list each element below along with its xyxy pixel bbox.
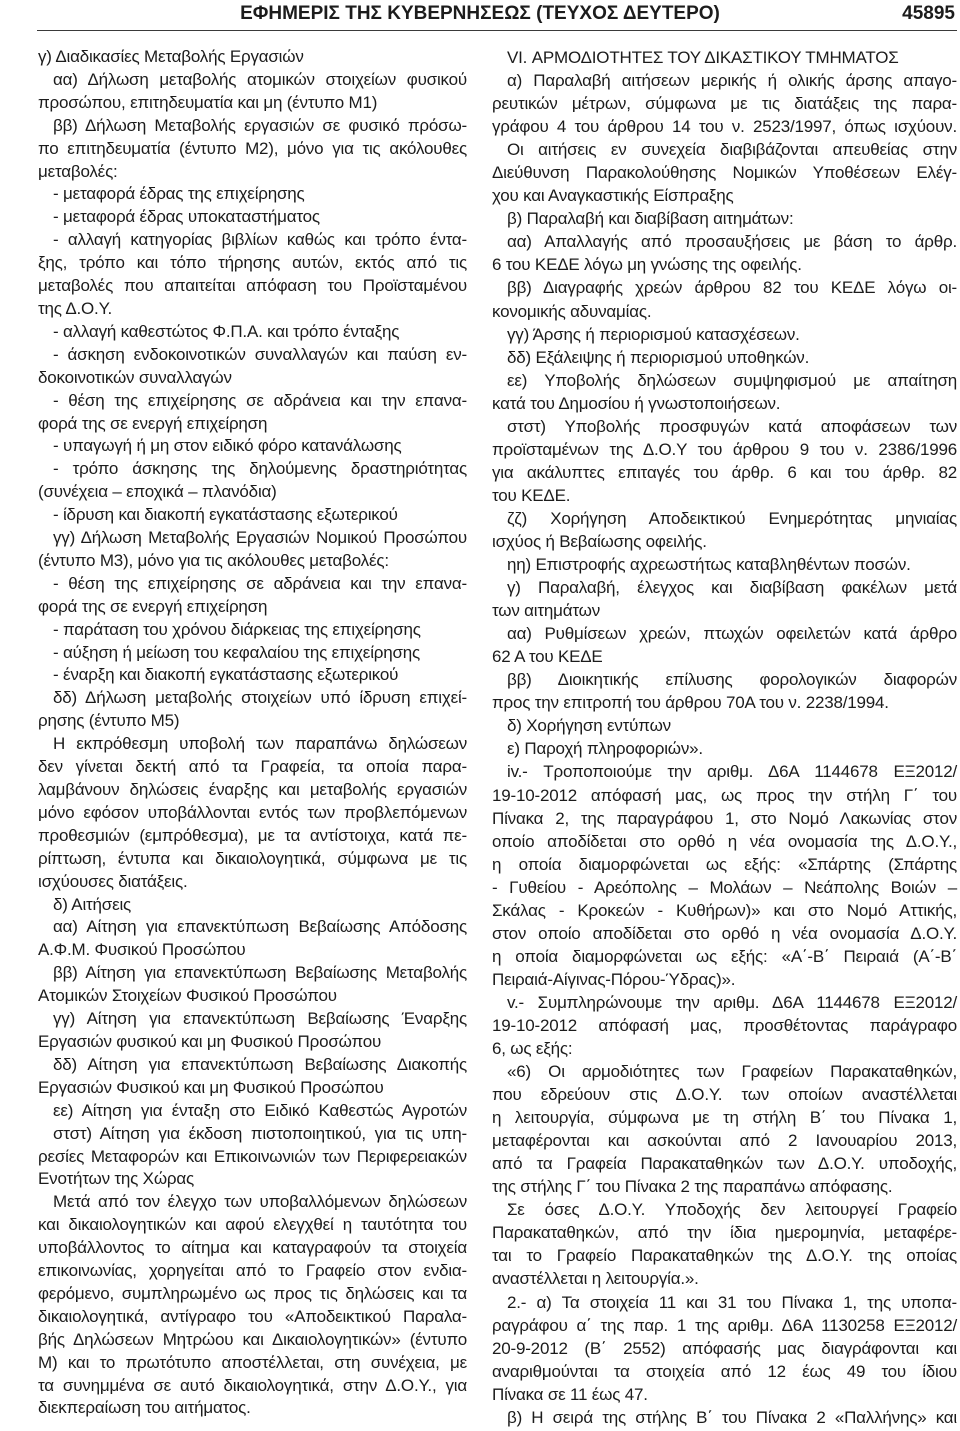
text-line: 62 Α του ΚΕΔΕ: [492, 647, 603, 667]
text-line: Σκάλας - Κροκεών - Κυθήρων)» και στο Νομό Αττικής,: [492, 900, 957, 920]
text-line: η οποία διαμορφώνεται ως εξής: «Σπάρτης (Σπάρτης: [492, 854, 957, 874]
text-line: φορά της σε ενεργή επιχείρηση: [38, 596, 268, 616]
text-line: ββ) Διοικητικής επίλυσης φορολογικών διαφορών: [507, 670, 957, 690]
text-line: Εργασιών φυσικού και μη Φυσικού Προσώπου: [38, 1031, 382, 1051]
text-line: Μετά από τον έλεγχο των υποβαλλόμενων δηλώσεων: [53, 1192, 467, 1212]
text-line: που εδρεύουν στις Δ.Ο.Υ. των οποίων αναστέλλεται: [492, 1085, 957, 1105]
text-line: ισχύος ή Βεβαίωσης οφειλής.: [492, 531, 707, 551]
text-line: δικαιολογητικά, αντίγραφο του «Αποδεικτικού Παραλα-: [38, 1306, 467, 1326]
text-line: ββ) Αίτηση για επανεκτύπωση Βεβαίωσης Μεταβολής: [53, 963, 467, 983]
text-line: ζζ) Χορήγηση Αποδεικτικού Ενημερότητας μηνιαίας: [507, 508, 957, 528]
text-line: μεταβολές που απαιτείται απόφαση του Προϊσταμένου: [38, 276, 467, 296]
text-line: ται το Γραφείο Παρακαταθηκών της Δ.Ο.Υ. της οποίας: [492, 1246, 957, 1266]
text-line: v.- Συμπληρώνουμε την αριθμ. Δ6Α 1144678 ΕΞ2012/: [507, 992, 957, 1012]
text-line: Η εκπρόθεσμη υποβολή των παραπάνω δηλώσεων: [53, 734, 467, 754]
text-line: βής Δηλώσεων Μητρώου και Δικαιολογητικών» (έντυπο: [38, 1329, 467, 1349]
text-line: Πειραιά-Αίγινας-Πόρου-Ύδρας)».: [492, 969, 736, 989]
text-line: Μ) και το πρωτότυπο αποστέλλεται, στη συνέχεια, με: [38, 1352, 467, 1372]
text-line: ρησης (έντυπο Μ5): [38, 711, 180, 731]
text-line: χου και Αναγκαστικής Είσπραξης: [492, 186, 734, 206]
text-line: Εργασιών Φυσικού και μη Φυσικού Προσώπου: [38, 1077, 384, 1097]
text-line: στον οποίο αποδίδεται στο ορθό η νέα ονομασία Δ.Ο.Υ.: [492, 923, 957, 943]
text-line: - άσκηση ενδοκοινοτικών συναλλαγών και παύση εν-: [53, 344, 467, 364]
right-column: [492, 46, 957, 1429]
text-line: φερόμενο, συμπληρωμένο ως προς τις δηλώσεις και τα: [38, 1283, 467, 1303]
text-line: λαμβάνουν δηλώσεις έναρξης και μεταβολής εργασιών: [38, 780, 467, 799]
text-line: η οποία διαμορφώνεται ως εξής: «Α΄-Β΄ Πειραιά (Α΄-Β΄: [492, 946, 957, 966]
text-line: τα συνημμένα σε αυτό δικαιολογητικά, στην Δ.Ο.Υ., για: [38, 1375, 467, 1395]
text-line: κονομικής αδυναμίας.: [492, 301, 652, 321]
text-line: στστ) Αίτηση για έκδοση πιστοποιητικού, για τις υπη-: [53, 1123, 467, 1143]
text-line: (έντυπο Μ3), μόνο για τις ακόλουθες μεταβολές:: [38, 550, 389, 570]
text-line: - αλλαγή καθεστώτος Φ.Π.Α. και τρόπο ένταξης: [53, 321, 400, 341]
text-line: γγ) Δήλωση Μεταβολής Εργασιών Νομικού Προσώπου: [53, 528, 467, 548]
text-line: Α.Φ.Μ. Φυσικού Προσώπου: [38, 940, 246, 960]
text-line: ξης, τρόπο και τόπο τήρησης αυτών, εκτός από τις: [38, 253, 467, 273]
text-line: γ) Διαδικασίες Μεταβολής Εργασιών: [38, 47, 304, 66]
text-line: δεν γίνεται δεκτή από τα Γραφεία, τα οποία παρα-: [38, 757, 467, 777]
text-line: 20-9-2012 (Β΄ 2552) απόφασής μας διαγράφονται και: [492, 1338, 957, 1358]
text-line: ρίπτωση, έντυπα και δικαιολογητικά, σύμφωνα με τις: [38, 848, 467, 868]
text-line: β) Η σειρά της στήλης Β΄ του Πίνακα 2 «Παλλήνης» και: [507, 1407, 957, 1427]
left-column: [38, 46, 467, 1420]
text-line: υποβάλλοντος το αίτημα και καταγραφούν τα στοιχεία: [38, 1238, 467, 1258]
text-line: της Δ.Ο.Υ.: [38, 298, 113, 318]
text-line: του ΚΕΔΕ.: [492, 485, 571, 505]
text-line: ηη) Επιστροφής αχρεωστήτως καταβληθέντων ποσών.: [507, 555, 911, 575]
text-line: μεταβολές:: [38, 161, 118, 181]
text-line: 19-10-2012 απόφασή μας, ως προς την στήλη Γ΄ του: [492, 785, 957, 805]
text-line: γγ) Άρσης ή περιορισμού κατασχέσεων.: [507, 324, 800, 344]
text-line: μεταφέρονται και ασκούνται από 2 Ιανουαρίου 2013,: [492, 1131, 957, 1151]
text-line: - έναρξη και διακοπή εγκατάστασης εξωτερικού: [53, 665, 399, 685]
text-line: ε) Παροχή πληροφοριών».: [507, 739, 703, 759]
text-line: δοκοινοτικών συναλλαγών: [38, 367, 232, 387]
text-line: Ενοτήτων της Χώρας: [38, 1169, 194, 1189]
text-line: - αλλαγή κατηγορίας βιβλίων καθώς και τρόπο έντα-: [53, 230, 467, 250]
text-line: δ) Αιτήσεις: [53, 894, 132, 914]
text-line: - ίδρυση και διακοπή εγκατάστασης εξωτερικού: [53, 505, 398, 525]
section-heading: VI. ΑΡΜΟΔΙΟΤΗΤΕΣ ΤΟΥ ΔΙΚΑΣΤΙΚΟΥ ΤΜΗΜΑΤΟΣ: [507, 48, 899, 67]
text-line: αα) Δήλωση μεταβολής ατομικών στοιχείων φυσικού: [53, 69, 467, 89]
text-line: μόνο εφόσον υποβάλλονται εντός των προβλεπόμενων: [38, 802, 467, 822]
text-line: δδ) Αίτηση για επανεκτύπωση Βεβαίωσης Διακοπής: [53, 1054, 467, 1074]
text-line: οποίο αποδίδεται στο ορθό η νέα ονομασία της Δ.Ο.Υ.,: [492, 831, 957, 851]
text-line: προϊσταμένων της Δ.Ο.Υ του άρθρου 9 του ν. 2386/1996: [492, 439, 957, 459]
text-line: Παρακαταθηκών, από την ίδια ημερομηνία, μεταφέρε-: [492, 1223, 957, 1243]
text-line: στστ) Υποβολής προσφυγών κατά αποφάσεων των: [507, 416, 957, 436]
text-line: - αύξηση ή μείωση του κεφαλαίου της επιχείρησης: [53, 642, 421, 662]
text-line: η λειτουργία, σύμφωνα με τη στήλη Β΄ του Πίνακα 1,: [492, 1108, 957, 1128]
text-line: επικοινωνίας, χορηγείται από το Γραφείο στον ενδια-: [38, 1261, 467, 1281]
text-line: γράφου 4 του άρθρου 14 του ν. 2523/1997, όπως ισχύουν.: [492, 117, 957, 137]
text-line: αα) Απαλλαγής από προσαυξήσεις με βάση το άρθρ.: [507, 232, 957, 252]
text-line: «6) Οι αρμοδιότητες των Γραφείων Παρακαταθηκών,: [507, 1062, 957, 1082]
text-line: α) Παραλαβή αιτήσεων μερικής ή ολικής άρσης απαγο-: [507, 71, 957, 91]
text-line: 2.- α) Τα στοιχεία 11 και 31 του Πίνακα 1, της υποπα-: [507, 1292, 957, 1312]
text-line: 19-10-2012 απόφασή μας, προσθέτοντας παράγραφο: [492, 1015, 957, 1035]
text-line: - θέση της επιχείρησης σε αδράνεια και την επανα-: [53, 390, 467, 410]
text-line: - θέση της επιχείρησης σε αδράνεια και την επανα-: [53, 573, 467, 593]
text-line: δ) Χορήγηση εντύπων: [507, 716, 671, 736]
text-line: ββ) Διαγραφής χρεών άρθρου 82 του ΚΕΔΕ λόγω οι-: [507, 278, 957, 298]
text-line: διεκπεραίωση του αιτήματος.: [38, 1398, 251, 1418]
text-line: ρευτικών μέτρων, σύμφωνα με τις διατάξεις της παρα-: [492, 94, 957, 114]
text-line: iv.- Τροποποιούμε την αριθμ. Δ6Α 1144678 ΕΞ2012/: [507, 762, 957, 782]
text-line: κατά του Δημοσίου ή γνωστοποιήσεων.: [492, 393, 781, 413]
header-rule: [37, 30, 957, 31]
text-line: από τα Γραφεία Παρακαταθηκών των Δ.Ο.Υ. υποδοχής,: [492, 1154, 957, 1174]
text-line: - τρόπο άσκησης της δηλούμενης δραστηριότητας: [53, 459, 467, 479]
text-line: Σε όσες Δ.Ο.Υ. Υποδοχής δεν λειτουργεί Γραφείο: [507, 1200, 957, 1220]
text-line: προθεσμιών (εμπρόθεσμα), με τα αντίστοιχα, κατά πε-: [38, 825, 467, 845]
text-line: γγ) Αίτηση για επανεκτύπωση Βεβαίωσης Έναρξης: [53, 1009, 467, 1029]
text-line: για ακάλυπτες επιταγές του άρθρ. 6 και του άρθρ. 82: [492, 462, 957, 482]
text-line: Πίνακα σε 11 έως 47.: [492, 1384, 648, 1404]
page-header-title: ΕΦΗΜΕΡΙΣ ΤΗΣ ΚΥΒΕΡΝΗΣΕΩΣ (ΤΕΥΧΟΣ ΔΕΥΤΕΡΟ): [240, 3, 720, 24]
text-line: δδ) Δήλωση μεταβολής στοιχείων υπό ίδρυση επιχεί-: [53, 688, 467, 708]
text-line: γ) Παραλαβή, έλεγχος και διαβίβαση φακέλων μετά: [507, 578, 957, 598]
text-line: αα) Ρυθμίσεων χρεών, πτωχών οφειλετών κατά άρθρο: [507, 624, 957, 644]
text-line: 6 του ΚΕΔΕ λόγω μη γνώσης της οφειλής.: [492, 255, 802, 275]
page-number: 45895: [902, 3, 955, 24]
text-line: εε) Αίτηση για ένταξη στο Ειδικό Καθεστώς Αγροτών: [53, 1100, 467, 1120]
text-line: και δικαιολογητικών και αφού ελεγχθεί η ταυτότητα του: [38, 1215, 467, 1235]
text-line: προσώπου, επιτηδευματία και μη (έντυπο Μ1): [38, 92, 378, 112]
text-line: Πίνακα 2, της παραγράφου 1, στο Νομό Λακωνίας στον: [492, 808, 957, 828]
text-line: β) Παραλαβή και διαβίβαση αιτημάτων:: [507, 209, 794, 229]
text-line: δδ) Εξάλειψης ή περιορισμού υποθηκών.: [507, 347, 810, 367]
text-line: ισχύουσες διατάξεις.: [38, 871, 188, 891]
text-line: εε) Υποβολής δηλώσεων συμψηφισμού με απαίτηση: [507, 370, 957, 390]
text-line: - υπαγωγή ή μη στον ειδικό φόρο κατανάλωσης: [53, 436, 402, 456]
text-line: των αιτημάτων: [492, 601, 601, 621]
text-line: - Γυθείου - Αρεόπολης – Μολάων – Νεάπολης Βοιών –: [492, 877, 957, 897]
text-line: (συνέχεια – εποχικά – πλανόδια): [38, 482, 277, 502]
text-line: αναριθμούνται τα στοιχεία από 12 έως 49 του ίδιου: [492, 1361, 957, 1381]
text-line: ρεσίες Μεταφορών και Επικοινωνιών των Περιφερειακών: [38, 1146, 467, 1166]
text-line: - μεταφορά έδρας υποκαταστήματος: [53, 207, 320, 227]
text-line: της στήλης Γ΄ του Πίνακα 2 της παραπάνω απόφασης.: [492, 1177, 893, 1197]
text-line: - παράταση του χρόνου διάρκειας της επιχείρησης: [53, 619, 421, 639]
text-line: Ατομικών Στοιχείων Φυσικού Προσώπου: [38, 986, 337, 1006]
text-line: Διεύθυνση Παρακολούθησης Νομικών Υποθέσεων Ελέγ-: [492, 163, 957, 183]
text-line: 6, ως εξής:: [492, 1039, 573, 1059]
text-line: ββ) Δήλωση Μεταβολής εργασιών σε φυσικό πρόσω-: [53, 115, 467, 135]
text-line: φορά της σε ενεργή επιχείρηση: [38, 413, 268, 433]
text-line: πο επιτηδευματία (έντυπο Μ2), μόνο για τις ακόλουθες: [38, 138, 467, 158]
text-line: - μεταφορά έδρας της επιχείρησης: [53, 184, 305, 204]
text-line: προς την επιτροπή του άρθρου 70Α του ν. 2238/1994.: [492, 693, 889, 713]
text-line: αναστέλλεται η λειτουργία.».: [492, 1269, 699, 1289]
text-line: Οι αιτήσεις εν συνεχεία διαβιβάζονται απευθείας στην: [507, 140, 957, 160]
text-line: αα) Αίτηση για επανεκτύπωση Βεβαίωσης Απόδοσης: [53, 917, 467, 937]
text-line: ραγράφου α΄ της παρ. 1 της αριθμ. Δ6Α 1130258 ΕΞ2012/: [492, 1315, 957, 1335]
